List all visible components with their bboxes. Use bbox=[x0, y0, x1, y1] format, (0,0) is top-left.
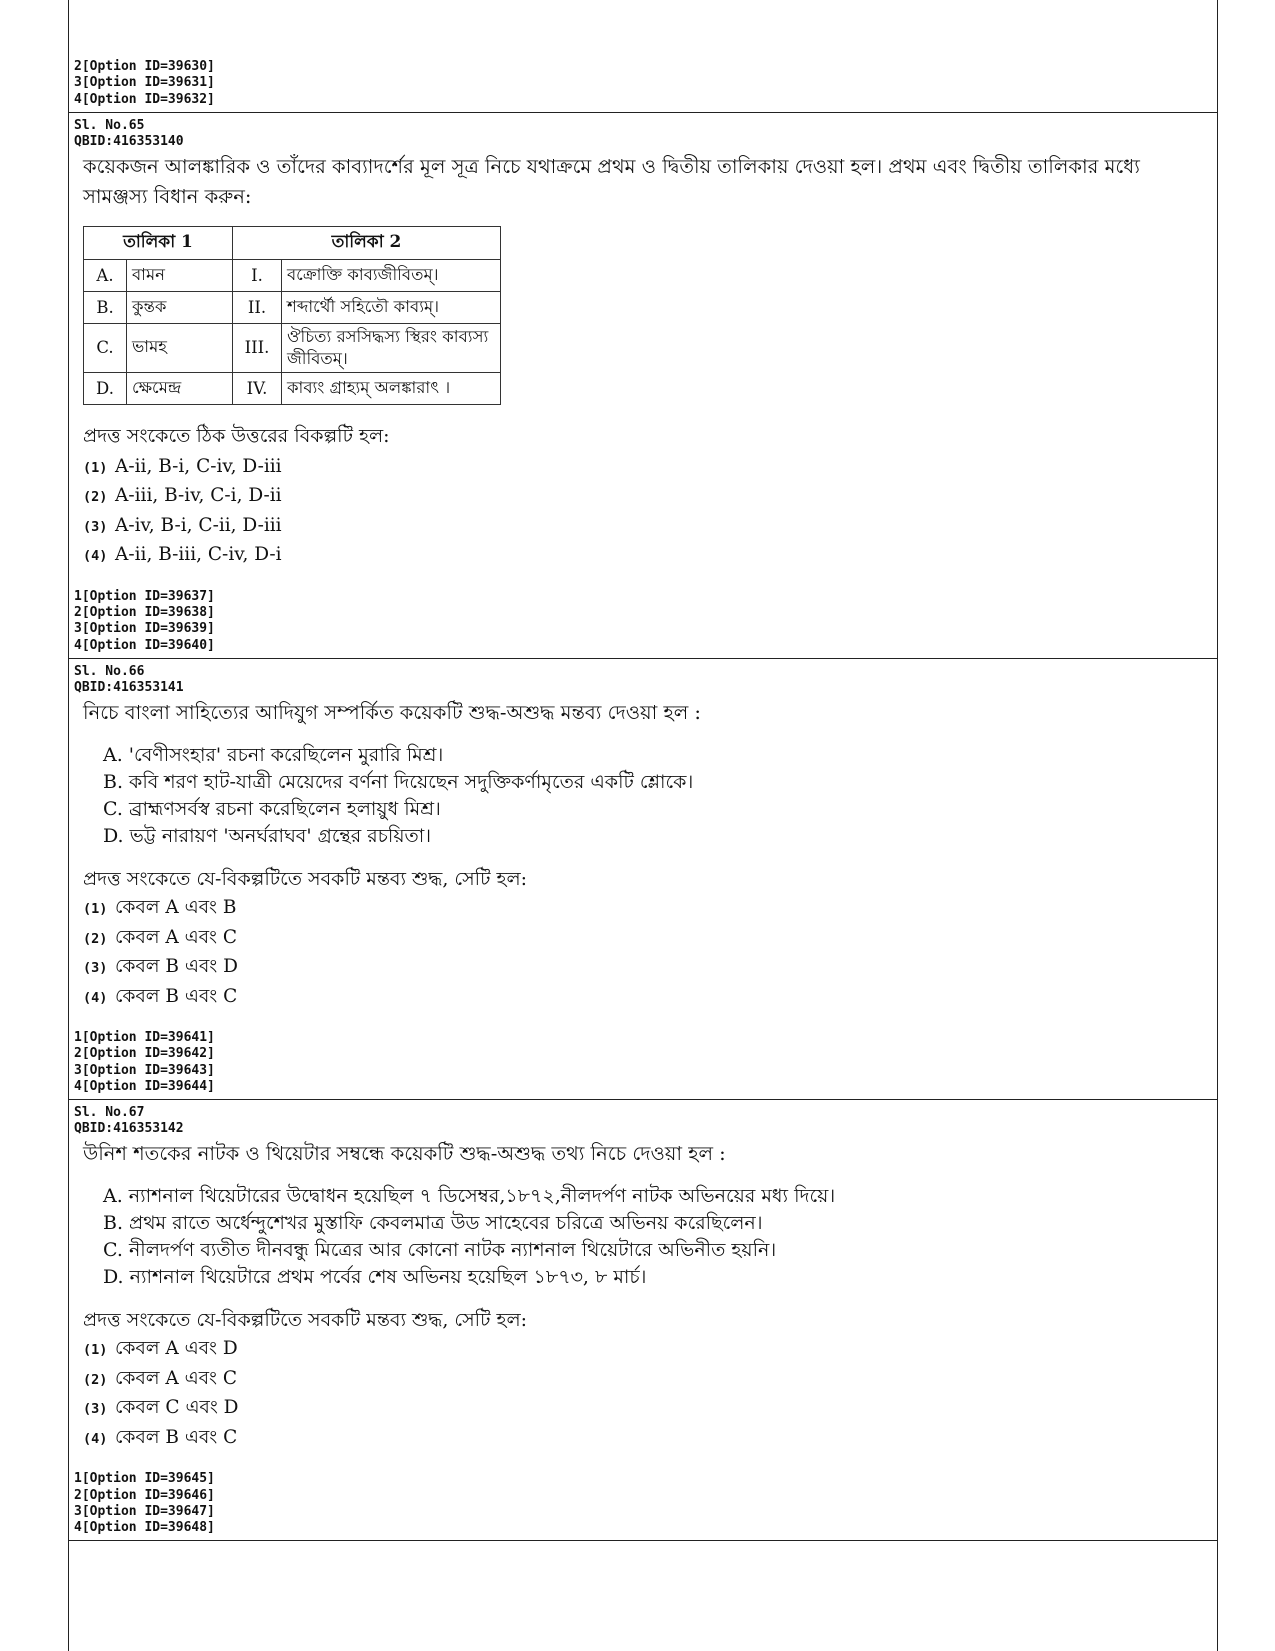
option-text: কেবল A এবং C bbox=[115, 1367, 238, 1389]
row-roman: IV. bbox=[233, 372, 282, 404]
option-number: (3) bbox=[83, 960, 108, 977]
answer-prompt: প্রদত্ত সংকেতে ঠিক উত্তরের বিকল্পটি হল: bbox=[83, 424, 390, 447]
option-id: 4[Option ID=39640] bbox=[74, 637, 215, 653]
row-value-1: ক্ষেমেন্দ্র bbox=[127, 372, 233, 404]
row-key: B. bbox=[84, 291, 127, 323]
option-number: (3) bbox=[83, 518, 108, 535]
option-number: (1) bbox=[83, 459, 108, 476]
answer-option[interactable] bbox=[83, 1424, 1217, 1454]
option-number: (1) bbox=[83, 1342, 108, 1359]
statement: A. ন্যাশনাল থিয়েটারের উদ্বোধন হয়েছিল ৭ ডিসেম্বর,১৮৭২,নীলদর্পণ নাটক অভিনয়ের মধ্য দিয়ে। bbox=[103, 1185, 836, 1208]
option-ids bbox=[69, 1471, 1217, 1536]
option-ids-prev bbox=[69, 0, 1217, 108]
serial-number: Sl. No.67 bbox=[74, 1105, 145, 1121]
answer-options bbox=[69, 894, 1217, 1012]
row-roman: III. bbox=[233, 323, 282, 372]
answer-options bbox=[69, 1335, 1217, 1453]
row-roman: I. bbox=[233, 259, 282, 291]
table-header-2: তালিকা 2 bbox=[233, 226, 501, 259]
row-key: D. bbox=[84, 372, 127, 404]
row-key: A. bbox=[84, 259, 127, 291]
option-id: 2[Option ID=39646] bbox=[74, 1487, 215, 1503]
answer-option[interactable] bbox=[83, 541, 1217, 571]
option-id: 2[Option ID=39638] bbox=[74, 605, 215, 621]
option-id: 1[Option ID=39637] bbox=[74, 588, 215, 604]
question-65 bbox=[69, 113, 1217, 654]
match-table bbox=[83, 226, 501, 405]
statement: B. কবি শরণ হাট-যাত্রী মেয়েদের বর্ণনা দিয়েছেন সদুক্তিকর্ণামৃতের একটি শ্লোকে। bbox=[103, 771, 694, 794]
option-text: কেবল B এবং C bbox=[115, 1426, 238, 1448]
option-id: 2[Option ID=39630] bbox=[74, 59, 215, 74]
question-text: নিচে বাংলা সাহিত্যের আদিযুগ সম্পর্কিত কয়েকটি শুদ্ধ-অশুদ্ধ মন্তব্য দেওয়া হল : bbox=[83, 701, 702, 725]
row-value-2: শব্দার্থৌ সহিতৌ কাব্যম্। bbox=[282, 291, 501, 323]
answer-options bbox=[69, 453, 1217, 571]
option-text: A-iv, B-i, C-ii, D-iii bbox=[115, 514, 282, 536]
option-number: (4) bbox=[83, 989, 108, 1006]
statement: C. ব্রাহ্মণসর্বস্ব রচনা করেছিলেন হলায়ুধ মিশ্র। bbox=[103, 798, 441, 821]
question-text: উনিশ শতকের নাটক ও থিয়েটার সম্বন্ধে কয়েকটি শুদ্ধ-অশুদ্ধ তথ্য নিচে দেওয়া হল : bbox=[83, 1142, 726, 1166]
option-text: কেবল A এবং D bbox=[115, 1338, 238, 1360]
answer-option[interactable] bbox=[83, 1365, 1217, 1395]
option-id: 3[Option ID=39643] bbox=[74, 1062, 215, 1078]
table-row bbox=[84, 372, 501, 404]
option-number: (1) bbox=[83, 901, 108, 918]
option-text: কেবল B এবং C bbox=[115, 985, 238, 1007]
qbid: QBID:416353141 bbox=[74, 680, 184, 696]
table-row bbox=[84, 323, 501, 372]
question-67 bbox=[69, 1100, 1217, 1536]
option-id: 1[Option ID=39641] bbox=[74, 1030, 215, 1046]
answer-option[interactable] bbox=[83, 453, 1217, 483]
answer-prompt: প্রদত্ত সংকেতে যে-বিকল্পটিতে সবকটি মন্তব্য শুদ্ধ, সেটি হল: bbox=[83, 868, 528, 891]
statement: D. ভট্ট নারায়ণ 'অনর্ঘরাঘব' গ্রন্থের রচয়িতা। bbox=[103, 825, 432, 848]
option-text: কেবল A এবং B bbox=[115, 897, 237, 919]
option-ids bbox=[69, 589, 1217, 654]
answer-option[interactable] bbox=[83, 512, 1217, 542]
table-row bbox=[84, 259, 501, 291]
answer-option[interactable] bbox=[83, 894, 1217, 924]
option-ids bbox=[69, 1030, 1217, 1095]
option-text: A-ii, B-i, C-iv, D-iii bbox=[115, 455, 282, 477]
table-row bbox=[84, 291, 501, 323]
row-value-1: বামন bbox=[127, 259, 233, 291]
row-value-2: কাব্যং গ্রাহ্যম্ অলঙ্কারাৎ । bbox=[282, 372, 501, 404]
question-66 bbox=[69, 659, 1217, 1095]
serial-number: Sl. No.66 bbox=[74, 664, 145, 680]
option-text: কেবল A এবং C bbox=[115, 926, 238, 948]
row-key: C. bbox=[84, 323, 127, 372]
answer-option[interactable] bbox=[83, 1335, 1217, 1365]
option-text: কেবল C এবং D bbox=[115, 1397, 239, 1419]
row-roman: II. bbox=[233, 291, 282, 323]
option-id: 3[Option ID=39639] bbox=[74, 621, 215, 637]
option-number: (4) bbox=[83, 1430, 108, 1447]
statement: D. ন্যাশনাল থিয়েটারে প্রথম পর্বের শেষ অভিনয় হয়েছিল ১৮৭৩, ৮ মার্চ। bbox=[103, 1266, 647, 1289]
option-number: (4) bbox=[83, 548, 108, 565]
option-text: A-iii, B-iv, C-i, D-ii bbox=[115, 485, 282, 507]
answer-option[interactable] bbox=[83, 924, 1217, 954]
row-value-1: কুন্তক bbox=[127, 291, 233, 323]
statement: B. প্রথম রাতে অর্ধেন্দুশেখর মুস্তাফি কেবলমাত্র উড সাহেবের চরিত্রে অভিনয় করেছিলেন। bbox=[103, 1212, 763, 1235]
option-text: A-ii, B-iii, C-iv, D-i bbox=[115, 544, 282, 566]
option-id: 3[Option ID=39631] bbox=[74, 75, 215, 91]
option-id: 4[Option ID=39632] bbox=[74, 91, 215, 107]
statements bbox=[69, 742, 1217, 850]
question-text: কয়েকজন আলঙ্কারিক ও তাঁদের কাব্যাদর্শের মূল সূত্র নিচে যথাক্রমে প্রথম ও দ্বিতীয় তালিকায় দেওয়া হল। প্রথম এবং দ্বিতীয় তালিকার মধ্যে সামঞ্জস্য বিধান করুন: bbox=[83, 154, 1140, 208]
statement: C. নীলদর্পণ ব্যতীত দীনবন্ধু মিত্রের আর কোনো নাটক ন্যাশনাল থিয়েটারে অভিনীত হয়নি। bbox=[103, 1239, 777, 1262]
option-number: (2) bbox=[83, 489, 108, 506]
option-text: কেবল B এবং D bbox=[115, 956, 238, 978]
serial-number: Sl. No.65 bbox=[74, 117, 145, 133]
row-value-1: ভামহ bbox=[127, 323, 233, 372]
option-number: (3) bbox=[83, 1401, 108, 1418]
answer-prompt: প্রদত্ত সংকেতে যে-বিকল্পটিতে সবকটি মন্তব্য শুদ্ধ, সেটি হল: bbox=[83, 1309, 528, 1332]
option-id: 4[Option ID=39648] bbox=[74, 1520, 215, 1536]
table-header-1: তালিকা 1 bbox=[84, 226, 233, 259]
qbid: QBID:416353140 bbox=[74, 133, 184, 149]
answer-option[interactable] bbox=[83, 1394, 1217, 1424]
row-value-2: ঔচিত্য রসসিদ্ধস্য স্থিরং কাব্যস্য জীবিতম্। bbox=[282, 323, 501, 372]
option-id: 1[Option ID=39645] bbox=[74, 1471, 215, 1487]
answer-option[interactable] bbox=[83, 983, 1217, 1013]
page-frame bbox=[68, 0, 1218, 1651]
option-number: (2) bbox=[83, 930, 108, 947]
option-id: 4[Option ID=39644] bbox=[74, 1078, 215, 1094]
statement: A. 'বেণীসংহার' রচনা করেছিলেন মুরারি মিশ্র। bbox=[103, 744, 444, 767]
qbid: QBID:416353142 bbox=[74, 1121, 184, 1137]
answer-option[interactable] bbox=[83, 482, 1217, 512]
option-id: 2[Option ID=39642] bbox=[74, 1046, 215, 1062]
option-id: 3[Option ID=39647] bbox=[74, 1503, 215, 1519]
answer-option[interactable] bbox=[83, 953, 1217, 983]
row-value-2: বক্রোক্তি কাব্যজীবিতম্। bbox=[282, 259, 501, 291]
statements bbox=[69, 1183, 1217, 1291]
divider bbox=[69, 1540, 1217, 1541]
option-number: (2) bbox=[83, 1371, 108, 1388]
